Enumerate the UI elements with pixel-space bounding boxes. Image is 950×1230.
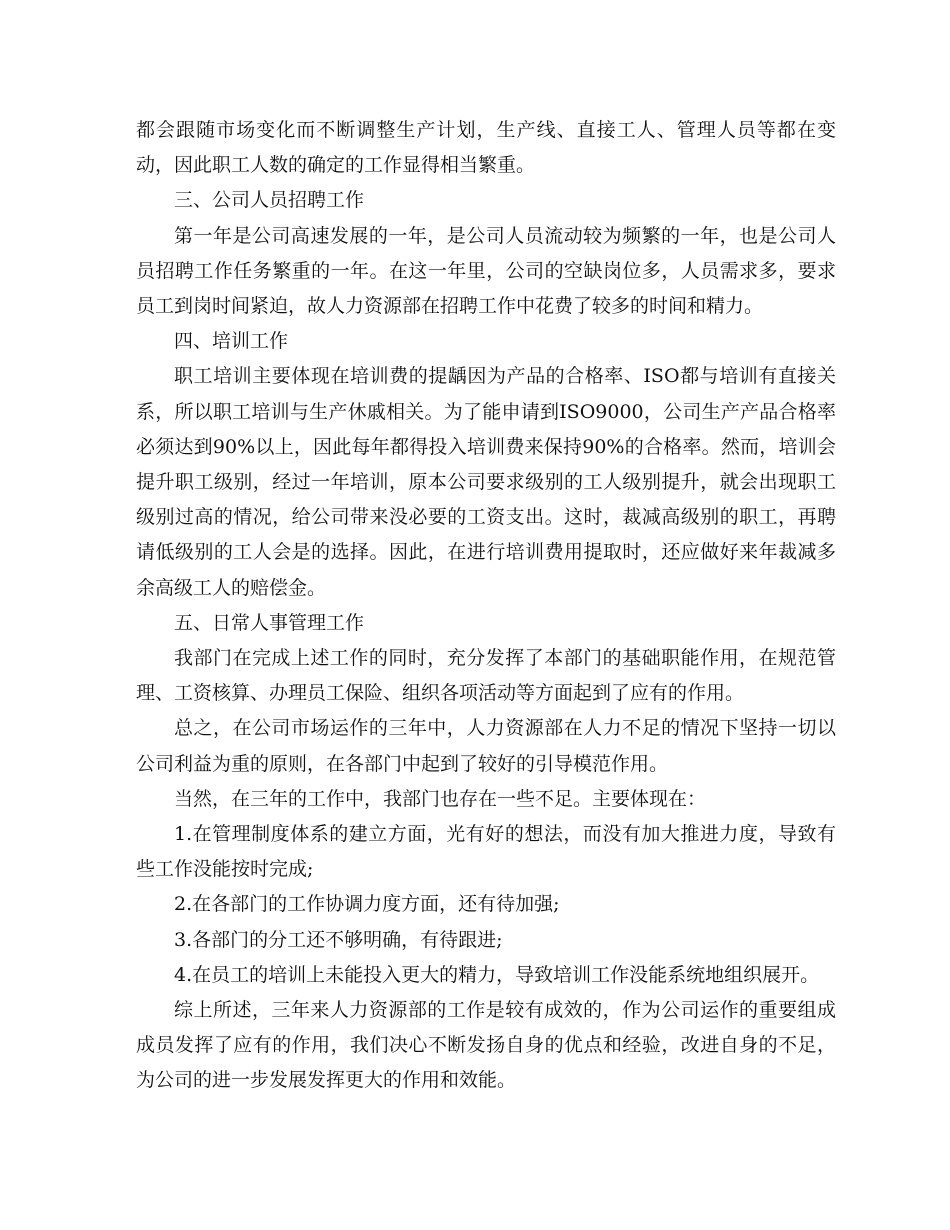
paragraph-recruitment: 第一年是公司高速发展的一年，是公司人员流动较为频繁的一年，也是公司人员招聘工作任务繁重的一年。在这一年里，公司的空缺岗位多，人员需求多，要求员工到岗时间紧迫，故人力资源部在招聘工作中花费了较多的时间和精力。 — [136, 224, 836, 318]
list-item-4: 4.在员工的培训上未能投入更大的精力，导致培训工作没能系统地组织展开。 — [174, 963, 820, 986]
list-item-1: 1.在管理制度体系的建立方面，光有好的想法，而没有加大推进力度，导致有些工作没能按时完成; — [136, 823, 836, 881]
paragraph-shortcomings-intro: 当然，在三年的工作中，我部门也存在一些不足。主要体现在： — [174, 787, 707, 810]
paragraph-daily-management: 我部门在完成上述工作的同时，充分发挥了本部门的基础职能作用，在规范管理、工资核算、办理员工保险、组织各项活动等方面起到了应有的作用。 — [136, 647, 836, 705]
list-item-2: 2.在各部门的工作协调力度方面，还有待加强; — [174, 893, 560, 916]
paragraph-training: 职工培训主要体现在培训费的提龋因为产品的合格率、ISO都与培训有直接关系，所以职工培训与生产休戚相关。为了能申请到ISO9000，公司生产产品合格率必须达到90%以上，因此每年都得投入培训费来保持90%的合格率。然而，培训会提升职工级别，经过一年培训，原本公司要求级别的工人级别提升，就会出现职工级别过高的情况，给公司带来没必要的工资支出。这时，裁减高级别的职工，再聘请低级别的工人会是的选择。因此，在进行培训费用提取时，还应做好来年裁减多余高级工人的赔偿金。 — [136, 365, 836, 599]
paragraph-summary: 总之，在公司市场运作的三年中，人力资源部在人力不足的情况下坚持一切以公司利益为重的原则，在各部门中起到了较好的引导模范作用。 — [136, 717, 836, 775]
paragraph-continuation: 都会跟随市场变化而不断调整生产计划，生产线、直接工人、管理人员等都在变动，因此职工人数的确定的工作显得相当繁重。 — [136, 119, 836, 177]
document-body — [136, 113, 836, 1099]
section-heading-training: 四、培训工作 — [174, 330, 289, 353]
paragraph-conclusion: 综上所述，三年来人力资源部的工作是较有成效的，作为公司运作的重要组成成员发挥了应有的作用，我们决心不断发扬自身的优点和经验，改进自身的不足，为公司的进一步发展发挥更大的作用和效能。 — [136, 999, 836, 1092]
list-item-3: 3.各部门的分工还不够明确，有待跟进; — [174, 928, 503, 951]
section-heading-recruitment: 三、公司人员招聘工作 — [174, 189, 365, 212]
section-heading-daily-management: 五、日常人事管理工作 — [174, 611, 365, 634]
